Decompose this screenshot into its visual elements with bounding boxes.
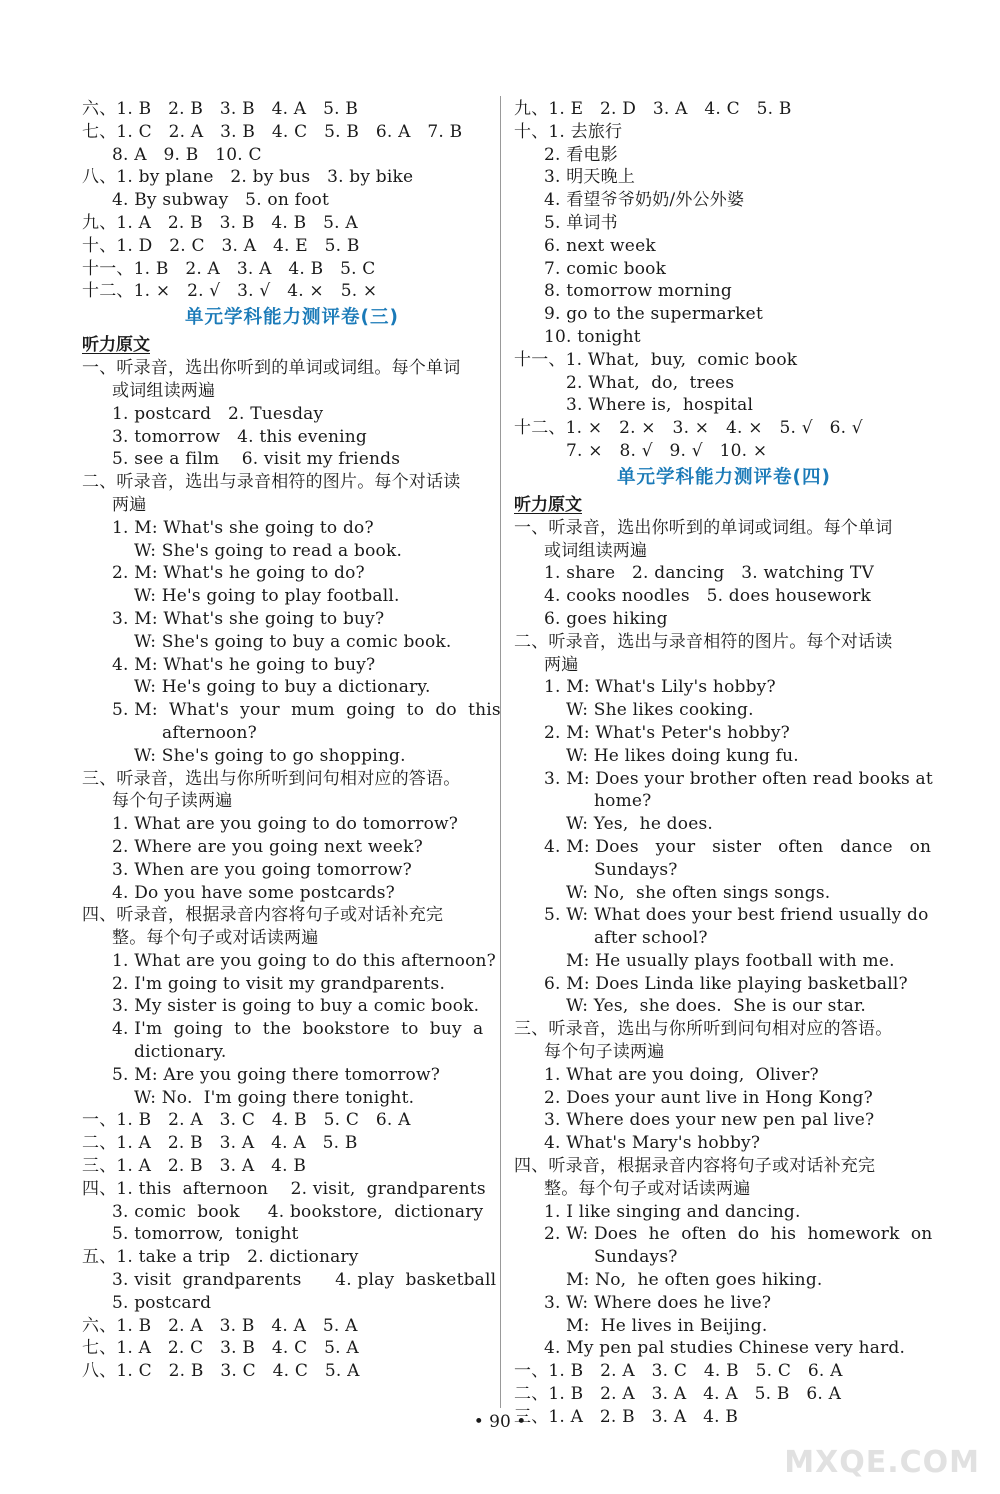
right-column-line: 10. tonight xyxy=(544,326,641,347)
right-column-line: 2. 看电影 xyxy=(544,144,618,165)
right-column-line: W: He likes doing kung fu. xyxy=(566,745,799,766)
left-column-line: afternoon? xyxy=(162,722,257,743)
right-column-line: 4. What's Mary's hobby? xyxy=(544,1133,761,1154)
right-column-line: 1. I like singing and dancing. xyxy=(544,1201,801,1222)
left-column-line: 1. M: What's she going to do? xyxy=(112,517,374,538)
right-column-line: 3. M: Does your brother often read books at xyxy=(544,768,933,789)
left-column-line: 4. Do you have some postcards? xyxy=(112,882,395,903)
right-column-line: 4. 看望爷爷奶奶/外公外婆 xyxy=(544,190,745,211)
right-column-line: 二、听录音，选出与录音相符的图片。每个对话读 xyxy=(514,631,893,652)
right-column-line: Sundays? xyxy=(594,1247,678,1268)
left-column-line: 二、1. A 2. B 3. A 4. A 5. B xyxy=(82,1133,358,1154)
right-column-line: 十、1. 去旅行 xyxy=(514,121,623,142)
right-column-line: 3. 明天晚上 xyxy=(544,167,636,188)
left-column-line: 2. Where are you going next week? xyxy=(112,836,423,857)
left-column-line: W: He's going to play football. xyxy=(134,586,400,607)
left-column-line: 1. postcard 2. Tuesday xyxy=(112,403,324,424)
left-column-line: 5. tomorrow, tonight xyxy=(112,1224,299,1245)
left-column-line: W: She's going to read a book. xyxy=(134,540,403,561)
right-column-line: 十一、1. What, buy, comic book xyxy=(514,349,798,370)
left-column-line: 3. My sister is going to buy a comic book. xyxy=(112,996,480,1017)
left-column-line: 每个句子读两遍 xyxy=(112,791,233,812)
right-column-line: W: Yes, he does. xyxy=(566,814,713,835)
right-column-line: 二、1. B 2. A 3. A 4. A 5. B 6. A xyxy=(514,1384,842,1405)
right-column-line: after school? xyxy=(594,928,708,949)
left-column-line: W: She's going to go shopping. xyxy=(134,745,406,766)
column-divider xyxy=(500,96,501,1408)
right-column-line: 1. share 2. dancing 3. watching TV xyxy=(544,563,874,584)
right-column-line: 3. Where does your new pen pal live? xyxy=(544,1110,875,1131)
left-column-line: 九、1. A 2. B 3. B 4. B 5. A xyxy=(82,212,358,233)
left-column-line: 十一、1. B 2. A 3. A 4. B 5. C xyxy=(82,258,376,279)
right-column-line: 4. M: Does your sister often dance on xyxy=(544,836,932,857)
left-column-line: 八、1. by plane 2. by bus 3. by bike xyxy=(82,167,414,188)
right-column-line: 2. What, do, trees xyxy=(566,372,735,393)
right-column-line: 十二、1. × 2. × 3. × 4. × 5. √ 6. √ xyxy=(514,418,863,439)
right-column-line: 一、听录音，选出你听到的单词或词组。每个单词 xyxy=(514,517,893,538)
section-title: 单元学科能力测评卷(四) xyxy=(617,466,831,488)
right-column-line: 3. W: Where does he live? xyxy=(544,1292,772,1313)
right-column-line: 或词组读两遍 xyxy=(544,540,648,561)
right-column-line: M: No, he often goes hiking. xyxy=(566,1270,823,1291)
right-column-line: 6. next week xyxy=(544,235,656,256)
left-column-line: 2. M: What's he going to do? xyxy=(112,563,365,584)
right-column-line: 7. × 8. √ 9. √ 10. × xyxy=(566,440,768,461)
right-column-line: W: Yes, she does. She is our star. xyxy=(566,996,867,1017)
right-column-line: 2. W: Does he often do his homework on xyxy=(544,1224,933,1245)
left-column-line: 四、1. this afternoon 2. visit, grandparents xyxy=(82,1178,486,1199)
left-column-line: 5. see a film 6. visit my friends xyxy=(112,449,401,470)
section-title: 单元学科能力测评卷(三) xyxy=(185,307,399,329)
right-column-line: 3. Where is, hospital xyxy=(566,395,754,416)
left-column-line: W: He's going to buy a dictionary. xyxy=(134,677,431,698)
right-column-line: 5. 单词书 xyxy=(544,212,618,233)
left-column-line: 8. A 9. B 10. C xyxy=(112,144,262,165)
right-column-line: M: He lives in Beijing. xyxy=(566,1315,768,1336)
left-column-line: 3. M: What's she going to buy? xyxy=(112,608,385,629)
right-column-line: 6. M: Does Linda like playing basketball? xyxy=(544,973,908,994)
left-column-line: 5. M: What's your mum going to do this xyxy=(112,700,501,721)
left-column-line: 或词组读两遍 xyxy=(112,380,216,401)
left-column-line: 七、1. A 2. C 3. B 4. C 5. A xyxy=(82,1338,359,1359)
right-column-line: 8. tomorrow morning xyxy=(544,281,732,302)
section-subheading: 听力原文 xyxy=(82,335,150,356)
left-column xyxy=(82,98,502,1383)
right-column-line: 两遍 xyxy=(544,654,579,675)
left-column-line: 十、1. D 2. C 3. A 4. E 5. B xyxy=(82,235,360,256)
left-column-line: 三、听录音，选出与你所听到问句相对应的答语。 xyxy=(82,768,461,789)
left-column-line: 4. By subway 5. on foot xyxy=(112,190,329,211)
right-column-line: 1. M: What's Lily's hobby? xyxy=(544,677,776,698)
left-column-line: 3. tomorrow 4. this evening xyxy=(112,426,368,447)
left-column-line: 5. M: Are you going there tomorrow? xyxy=(112,1064,441,1085)
left-column-line: 六、1. B 2. B 3. B 4. A 5. B xyxy=(82,99,359,119)
right-column-line: W: She likes cooking. xyxy=(566,700,754,721)
right-column-line: 每个句子读两遍 xyxy=(544,1042,665,1063)
left-column-line: 三、1. A 2. B 3. A 4. B xyxy=(82,1156,307,1177)
right-column-line: 7. comic book xyxy=(544,258,667,279)
right-column-line: 四、听录音，根据录音内容将句子或对话补充完 xyxy=(514,1156,876,1177)
right-column-line: 6. goes hiking xyxy=(544,608,668,629)
right-column-line: 5. W: What does your best friend usually do xyxy=(544,905,929,926)
left-column-line: W: No. I'm going there tonight. xyxy=(134,1087,415,1108)
left-column-line: 五、1. take a trip 2. dictionary xyxy=(82,1247,359,1268)
right-column-line: 1. What are you doing, Oliver? xyxy=(544,1064,819,1085)
left-column-line: 3. visit grandparents 4. play basketball xyxy=(112,1270,497,1291)
right-column-line: 一、1. B 2. A 3. C 4. B 5. C 6. A xyxy=(514,1361,843,1382)
right-column-line: 2. Does your aunt live in Hong Kong? xyxy=(544,1087,873,1108)
right-column-line: M: He usually plays football with me. xyxy=(566,950,895,971)
left-column-line: 七、1. C 2. A 3. B 4. C 5. B 6. A 7. B xyxy=(82,121,463,142)
left-column-line: 1. What are you going to do tomorrow? xyxy=(112,814,459,835)
right-column-line: 整。每个句子或对话读两遍 xyxy=(544,1178,751,1199)
left-column-line: 八、1. C 2. B 3. C 4. C 5. A xyxy=(82,1361,360,1382)
left-column-line: 一、听录音，选出你听到的单词或词组。每个单词 xyxy=(82,358,461,379)
left-column-line: 2. I'm going to visit my grandparents. xyxy=(112,973,446,994)
right-column-line: 4. cooks noodles 5. does housework xyxy=(544,586,872,607)
page-number: • 90 • xyxy=(473,1412,527,1432)
left-column-line: 5. postcard xyxy=(112,1292,212,1313)
left-column-line: 两遍 xyxy=(112,494,147,515)
watermark-text: MXQE.COM xyxy=(784,1445,980,1480)
right-column-line: 4. My pen pal studies Chinese very hard. xyxy=(544,1338,906,1359)
left-column-line: 1. What are you going to do this afternoon? xyxy=(112,950,496,971)
right-column-line: 三、听录音，选出与你所听到问句相对应的答语。 xyxy=(514,1019,893,1040)
section-subheading: 听力原文 xyxy=(514,494,582,515)
right-column-line: home? xyxy=(594,791,652,812)
left-column-line: 3. comic book 4. bookstore, dictionary xyxy=(112,1201,484,1222)
left-column-line: 二、听录音，选出与录音相符的图片。每个对话读 xyxy=(82,472,461,493)
right-column xyxy=(514,98,934,1429)
right-column-line: 九、1. E 2. D 3. A 4. C 5. B xyxy=(514,99,792,119)
right-column-line: 2. M: What's Peter's hobby? xyxy=(544,722,790,743)
right-column-line: W: No, she often sings songs. xyxy=(566,882,831,903)
left-column-line: 六、1. B 2. A 3. B 4. A 5. A xyxy=(82,1315,358,1336)
left-column-line: dictionary. xyxy=(134,1042,227,1063)
left-column-line: 整。每个句子或对话读两遍 xyxy=(112,928,319,949)
right-column-line: 9. go to the supermarket xyxy=(544,304,763,325)
left-column-line: W: She's going to buy a comic book. xyxy=(134,631,452,652)
watermark-logo xyxy=(770,1404,980,1480)
left-column-line: 四、听录音，根据录音内容将句子或对话补充完 xyxy=(82,905,444,926)
right-column-line: 三、1. A 2. B 3. A 4. B xyxy=(514,1406,739,1427)
left-column-line: 4. I'm going to the bookstore to buy a xyxy=(112,1019,484,1040)
left-column-line: 一、1. B 2. A 3. C 4. B 5. C 6. A xyxy=(82,1110,411,1131)
right-column-line: Sundays? xyxy=(594,859,678,880)
left-column-line: 4. M: What's he going to buy? xyxy=(112,654,376,675)
left-column-line: 3. When are you going tomorrow? xyxy=(112,859,412,880)
left-column-line: 十二、1. × 2. √ 3. √ 4. × 5. × xyxy=(82,281,378,302)
